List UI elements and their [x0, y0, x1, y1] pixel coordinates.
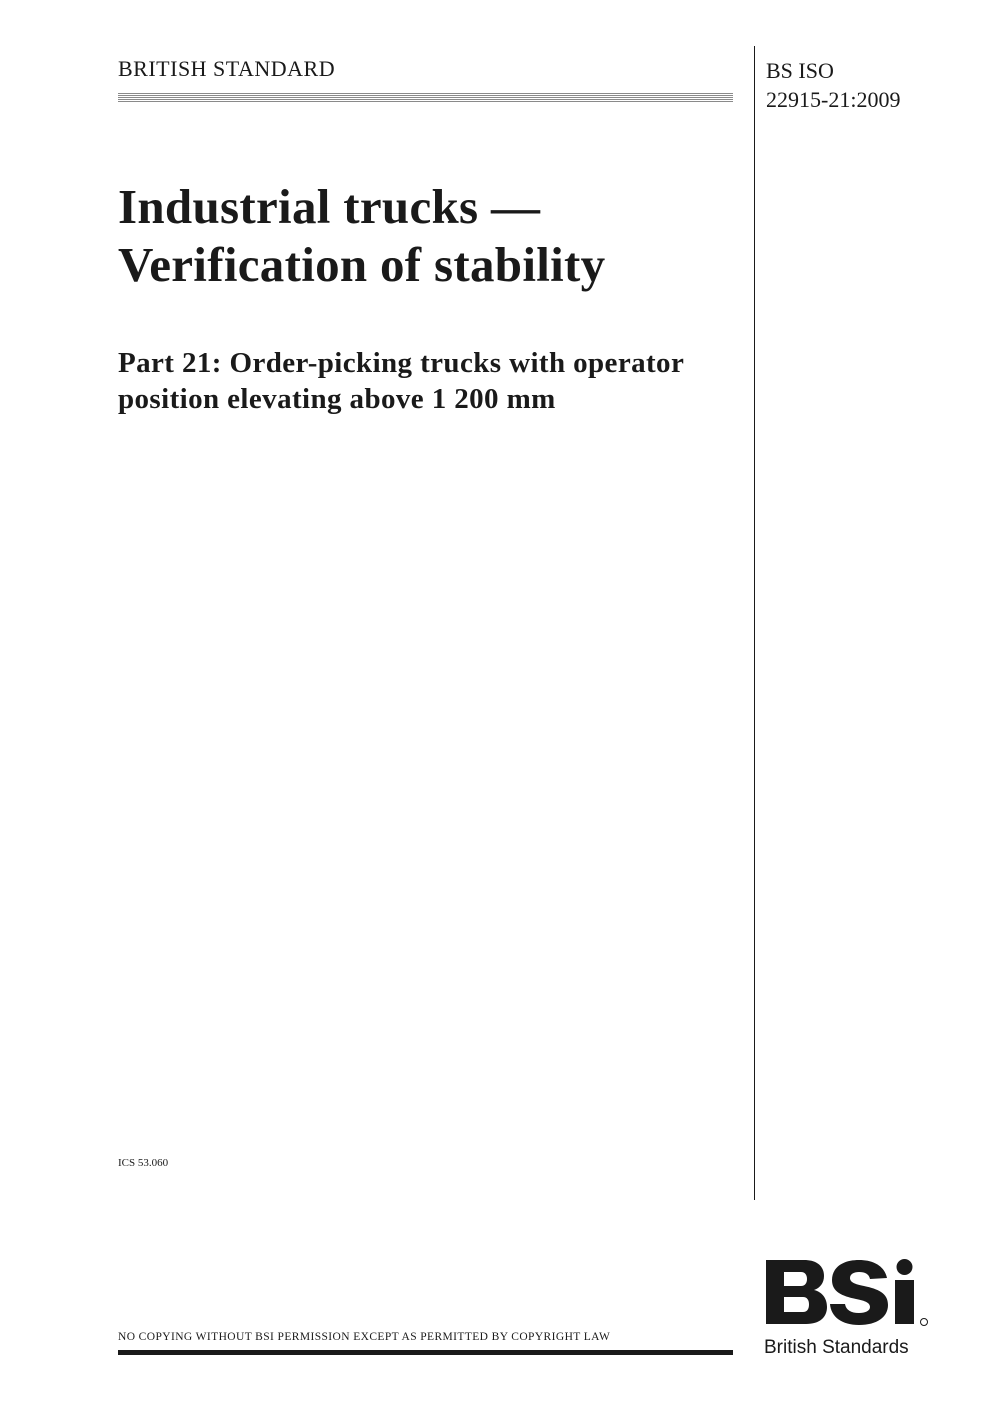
footer-rule: [118, 1350, 733, 1355]
document-title: [118, 178, 748, 294]
vertical-divider: [754, 46, 755, 1200]
header-rule: [118, 93, 733, 103]
standard-number-line2: 22915-21:2009: [766, 87, 901, 112]
bsi-brand-name: British Standards: [764, 1337, 909, 1358]
ics-code: ICS 53.060: [118, 1157, 169, 1169]
series-label: BRITISH STANDARD: [118, 56, 336, 81]
copyright-notice: NO COPYING WITHOUT BSI PERMISSION EXCEPT AS PERMITTED BY COPYRIGHT LAW: [118, 1331, 611, 1343]
standard-number: [766, 56, 900, 114]
document-title-line2: Verification of stability: [118, 237, 606, 292]
part-title: Part 21: Order-picking trucks with operator position elevating above 1 200 mm: [118, 347, 684, 415]
standard-number-line1: BS ISO: [766, 58, 834, 83]
bsi-logo-mark: BSi: [764, 1258, 766, 1259]
document-title-line1: Industrial trucks —: [118, 179, 541, 234]
